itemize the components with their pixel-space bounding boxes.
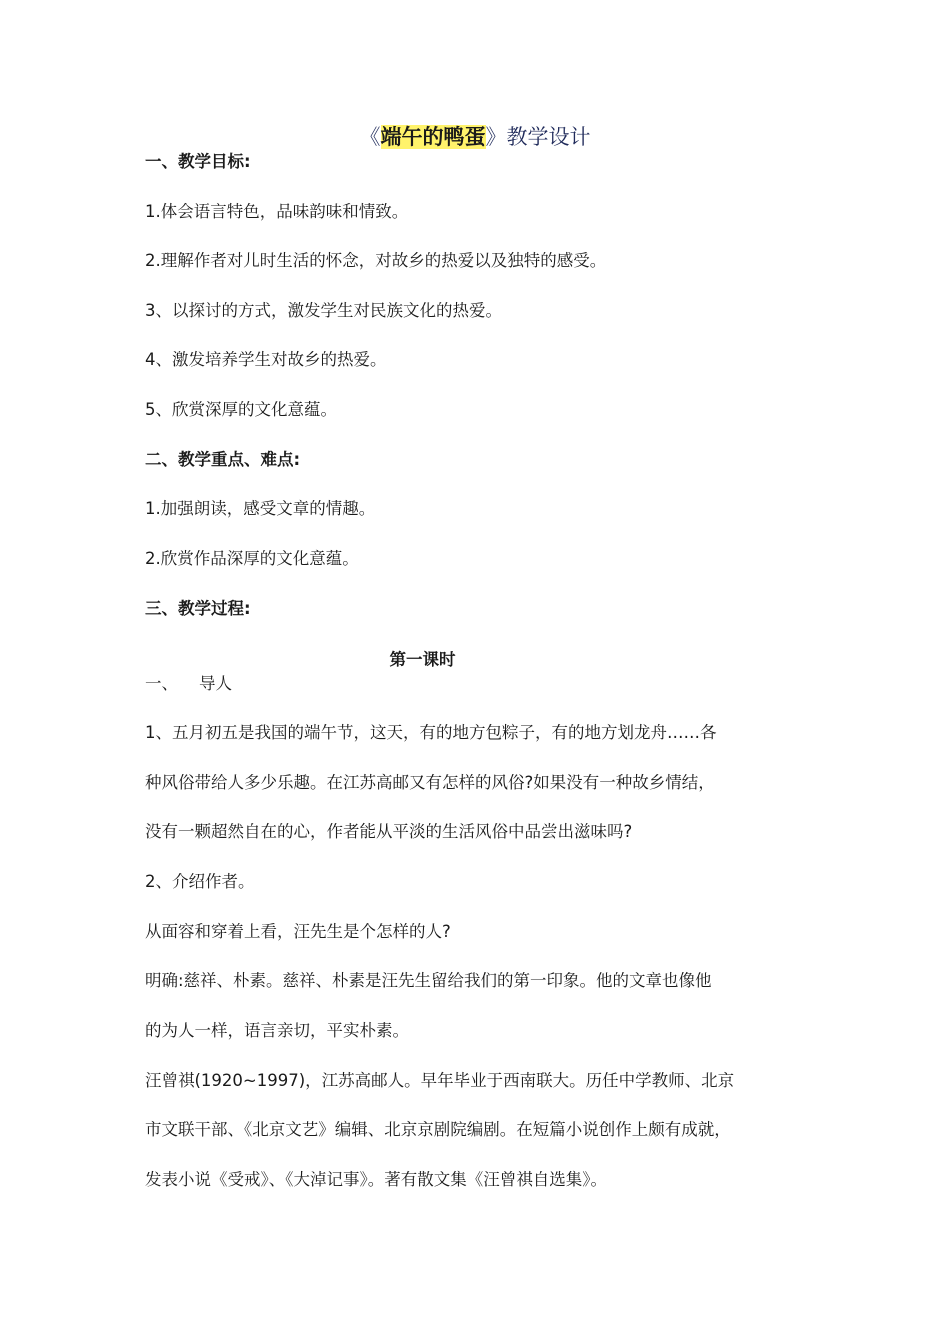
title-open-bracket: 《 (359, 125, 381, 149)
title-highlight: 端午的鸭蛋 (380, 125, 486, 149)
section-heading-objectives: 一、教学目标: (145, 152, 251, 171)
document-title (0, 122, 950, 152)
keypoint-item: 1.加强朗读，感受文章的情趣。 (145, 499, 376, 518)
section-heading-process: 三、教学过程: (145, 599, 251, 618)
objective-item: 2.理解作者对儿时生活的怀念，对故乡的热爱以及独特的感受。 (145, 251, 607, 270)
paragraph-line: 发表小说《受戒》、《大淖记事》。著有散文集《汪曾祺自选集》。 (145, 1170, 607, 1189)
paragraph-line: 1、五月初五是我国的端午节，这天，有的地方包粽子，有的地方划龙舟……各 (145, 723, 717, 742)
objective-item: 4、激发培养学生对故乡的热爱。 (145, 350, 387, 369)
title-rest: 》教学设计 (485, 125, 591, 149)
paragraph-line: 的为人一样，语言亲切，平实朴素。 (145, 1021, 409, 1040)
section-heading-keypoints: 二、教学重点、难点: (145, 450, 301, 469)
step-heading: 一、 导人 (145, 674, 232, 693)
paragraph-line: 2、介绍作者。 (145, 872, 255, 891)
objective-item: 1.体会语言特色，品味韵味和情致。 (145, 202, 409, 221)
objective-item: 5、欣赏深厚的文化意蕴。 (145, 400, 337, 419)
objective-item: 3、以探讨的方式，激发学生对民族文化的热爱。 (145, 301, 502, 320)
paragraph-line: 汪曾祺(1920~1997)，江苏高邮人。早年毕业于西南联大。历任中学教师、北京 (145, 1071, 735, 1090)
keypoint-item: 2.欣赏作品深厚的文化意蕴。 (145, 549, 359, 568)
paragraph-line: 从面容和穿着上看，汪先生是个怎样的人? (145, 922, 451, 941)
paragraph-line: 市文联干部、《北京文艺》编辑、北京京剧院编剧。在短篇小说创作上颇有成就， (145, 1120, 731, 1139)
paragraph-line: 没有一颗超然自在的心，作者能从平淡的生活风俗中品尝出滋味吗? (145, 822, 633, 841)
paragraph-line: 明确:慈祥、朴素。慈祥、朴素是汪先生留给我们的第一印象。他的文章也像他 (145, 971, 712, 990)
lesson-heading: 第一课时 (389, 650, 456, 669)
paragraph-line: 种风俗带给人多少乐趣。在江苏高邮又有怎样的风俗?如果没有一种故乡情结， (145, 773, 715, 792)
